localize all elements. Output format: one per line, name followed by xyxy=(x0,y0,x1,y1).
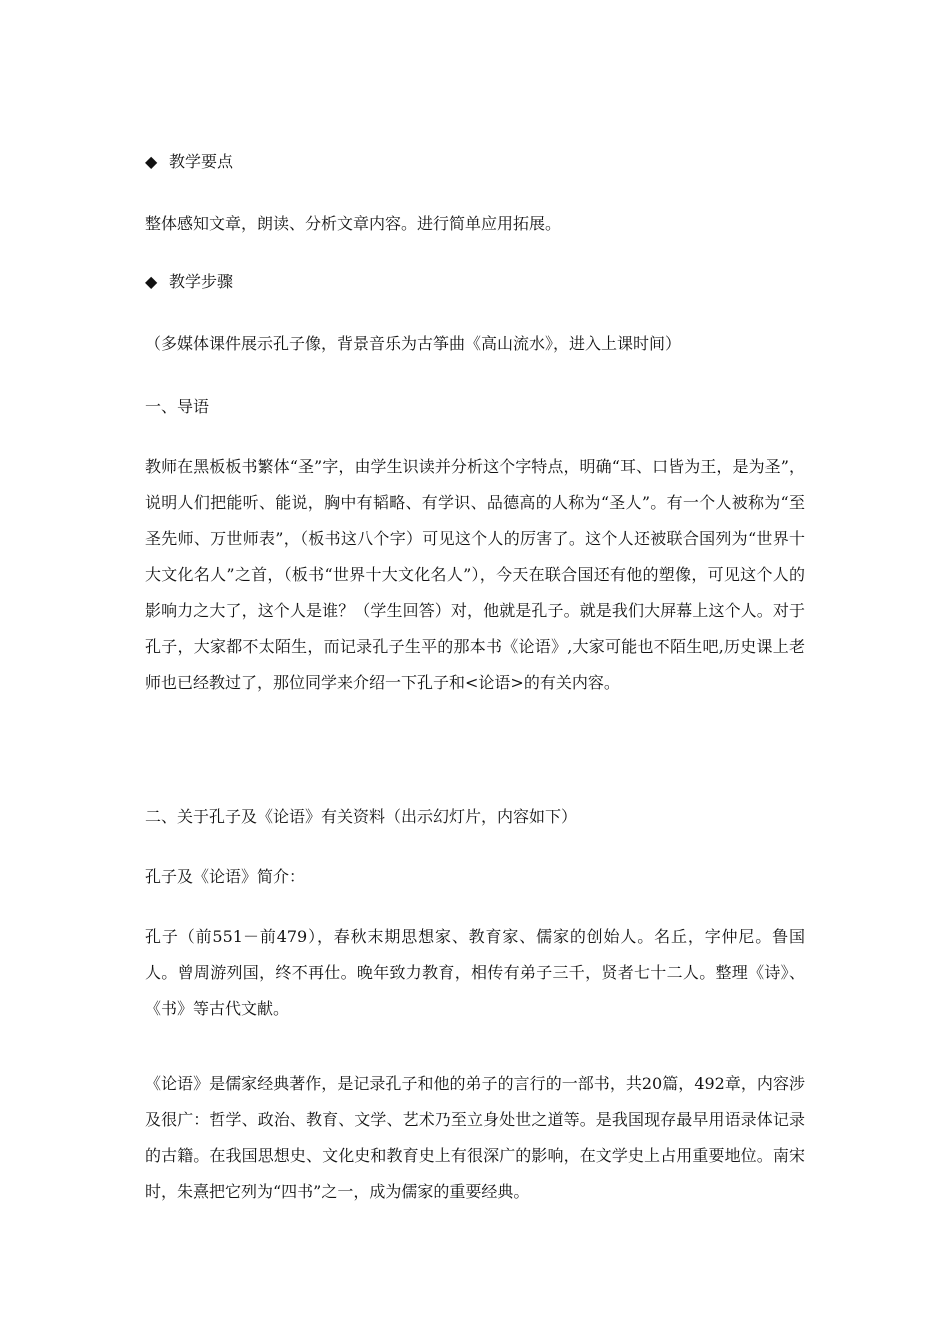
diamond-bullet-icon: ◆ xyxy=(145,152,158,171)
confucius-paragraph: 孔子（前551－前479），春秋末期思想家、教育家、儒家的创始人。名丘，字仲尼。鲁国人。曾周游列国，终不再仕。晚年致力教育，相传有弟子三千，贤者七十二人。整理《诗》、《书》等古代文献。 xyxy=(145,927,805,1018)
key-points-text: 整体感知文章，朗读、分析文章内容。进行简单应用拓展。 xyxy=(145,214,562,233)
document-page xyxy=(145,0,805,1344)
heading-teaching-steps-title: 教学步骤 xyxy=(169,272,234,291)
diamond-bullet-icon: ◆ xyxy=(145,272,158,291)
intro-note: （多媒体课件展示孔子像，背景音乐为古筝曲《高山流水》，进入上课时间） xyxy=(145,334,682,353)
part2-title: 二、关于孔子及《论语》有关资料（出示幻灯片，内容如下） xyxy=(145,807,578,826)
heading-key-points-title: 教学要点 xyxy=(169,152,234,171)
heading-key-points xyxy=(145,151,233,173)
heading-teaching-steps xyxy=(145,271,233,293)
part1-title: 一、导语 xyxy=(145,397,210,416)
analects-paragraph: 《论语》是儒家经典著作，是记录孔子和他的弟子的言行的一部书，共20篇，492章，内容涉及很广：哲学、政治、教育、文学、艺术乃至立身处世之道等。是我国现存最早用语录体记录的古籍。在我国思想史、文化史和教育史上有很深广的影响，在文学史上占用重要地位。南宋时，朱熹把它列为“四书”之一，成为儒家的重要经典。 xyxy=(145,1074,805,1201)
intro-heading: 孔子及《论语》简介： xyxy=(145,867,306,886)
part1-paragraph: 教师在黑板板书繁体“圣”字，由学生识读并分析这个字特点，明确“耳、口皆为王，是为圣”，说明人们把能听、能说，胸中有韬略、有学识、品德高的人称为“圣人”。有一个人被称为“至圣先师、万世师表”，（板书这八个字）可见这个人的厉害了。这个人还被联合国列为“世界十大文化名人”之首，（板书“世界十大文化名人”），今天在联合国还有他的塑像，可见这个人的影响力之大了，这个人是谁？（学生回答）对，他就是孔子。就是我们大屏幕上这个人。对于孔子，大家都不太陌生，而记录孔子生平的那本书《论语》,大家可能也不陌生吧,历史课上老师也已经教过了，那位同学来介绍一下孔子和<论语>的有关内容。 xyxy=(145,457,805,692)
